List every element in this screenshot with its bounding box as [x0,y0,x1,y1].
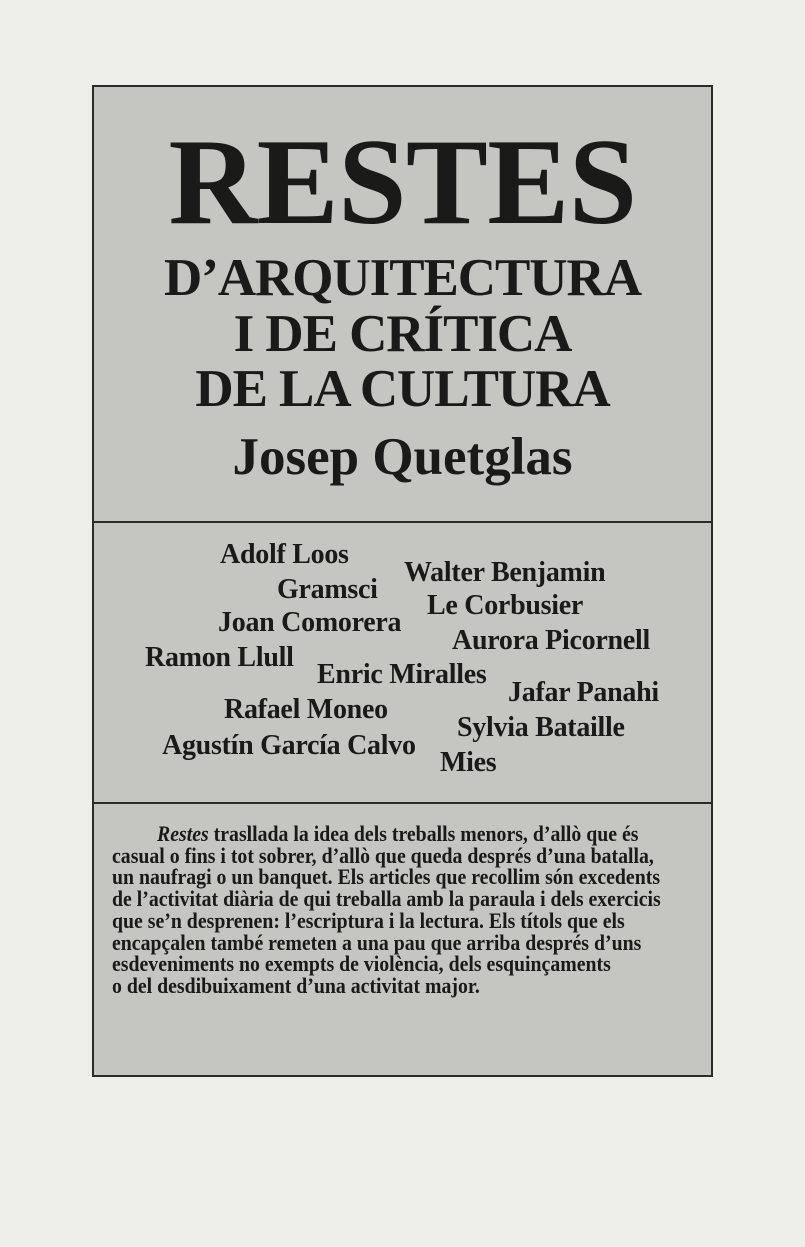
blurb-line: esdeveniments no exempts de violència, dels esquinçaments [112,951,611,977]
subtitle-line-2: I DE CRÍTICA [233,304,572,363]
blurb-paragraph [112,823,679,997]
name-rafael-moneo: Rafael Moneo [224,694,388,725]
section-divider-top [94,521,711,523]
book-cover [92,85,713,1077]
name-le-corbusier: Le Corbusier [427,590,584,621]
name-walter-benjamin: Walter Benjamin [404,557,606,588]
blurb-line: encapçalen també remeten a una pau que arriba després d’uns [112,929,642,955]
blurb-line: casual o fins i tot sobrer, d’allò que queda després d’una batalla, [112,842,654,868]
name-agustin-garcia-calvo: Agustín García Calvo [162,730,416,761]
blurb-line: que se’n desprenen: l’escriptura i la lectura. Els títols que els [112,907,625,933]
name-aurora-picornell: Aurora Picornell [452,625,650,656]
book-subtitle [94,251,711,418]
blurb-line-text: trasllada la idea dels treballs menors, d’allò que és [208,821,639,846]
blurb-line: de l’activitat diària de qui treballa amb la paraula i dels exercicis [112,886,661,912]
blurb-line: un naufragi o un banquet. Els articles que recollim són excedents [112,864,661,890]
section-divider-bottom [94,802,711,804]
blurb-lead-italic: Restes [157,821,209,846]
book-title: RESTES [168,113,637,250]
author-name: Josep Quetglas [232,428,573,486]
name-enric-miralles: Enric Miralles [317,659,487,690]
subtitle-line-1: D’ARQUITECTURA [164,249,641,307]
name-adolf-loos: Adolf Loos [220,539,349,570]
name-sylvia-bataille: Sylvia Bataille [457,712,625,743]
name-gramsci: Gramsci [277,574,378,605]
name-joan-comorera: Joan Comorera [218,607,402,638]
blurb-line: o del desdibuixament d’una activitat major. [112,972,480,998]
name-ramon-llull: Ramon Llull [145,642,294,673]
name-mies: Mies [440,747,497,778]
blurb-line [112,823,679,845]
name-jafar-panahi: Jafar Panahi [508,677,659,708]
subtitle-line-3: DE LA CULTURA [195,360,610,418]
